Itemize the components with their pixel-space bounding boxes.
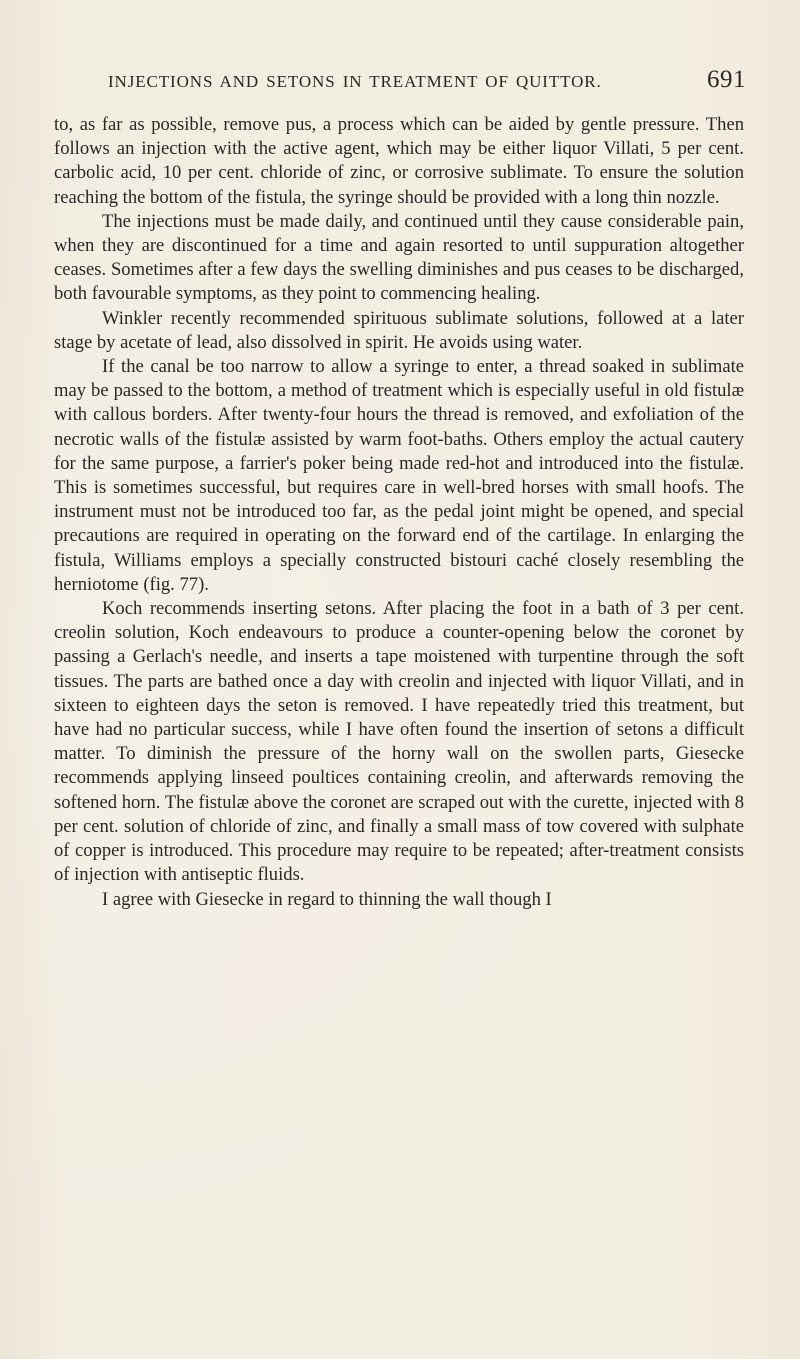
body-text	[54, 113, 744, 912]
paragraph-winkler: Winkler recently recommended spirituous sublimate solutions, followed at a later stage by acetate of lead, also dissolved in spirit. He avoids using water.	[54, 307, 744, 353]
paragraph-thread-method: If the canal be too narrow to allow a syringe to enter, a thread soaked in sublimate may be passed to the bottom, a method of treatment which is especially useful in old fistulæ with callous borders. After twenty-four hours the thread is removed, and exfoliation of the necrotic walls of the fistulæ assisted by warm foot-baths. Others employ the actual cautery for the same purpose, a farrier's poker being made red-hot and introduced into the fistulæ. This is sometimes successful, but requires care in well-bred horses with small hoofs. The instrument must not be introduced too far, as the pedal joint might be opened, and special precautions are required in operating on the forward end of the cartilage. In enlarging the fistula, Williams employs a specially constructed bistouri caché closely resembling the herniotome (fig. 77).	[54, 356, 744, 595]
paragraph-continued: to, as far as possible, remove pus, a process which can be aided by gentle pressure. Then follows an injection with the active agent, which may be either liquor Villati, 5 per cent. carbolic acid, 10 per cent. chloride of zinc, or corrosive sublimate. To ensure the solution reaching the bottom of the fistula, the syringe should be provided with a long thin nozzle.	[54, 114, 744, 208]
running-head: INJECTIONS AND SETONS IN TREATMENT OF QUITTOR.	[108, 72, 602, 91]
page-header	[54, 66, 746, 100]
paragraph-setons: Koch recommends inserting setons. After placing the foot in a bath of 3 per cent. creolin solution, Koch endeavours to produce a counter-opening below the coronet by passing a Gerlach's needle, and inserts a tape moistened with turpentine through the soft tissues. The parts are bathed once a day with creolin and injected with liquor Villati, and in sixteen to eighteen days the seton is removed. I have repeatedly tried this treatment, but have had no particular success, while I have often found the insertion of setons a difficult matter. To diminish the pressure of the horny wall on the swollen parts, Giesecke recommends applying linseed poultices containing creolin, and afterwards removing the softened horn. The fistulæ above the coronet are scraped out with the curette, injected with 8 per cent. solution of chloride of zinc, and finally a small mass of tow covered with sulphate of copper is introduced. This procedure may require to be repeated; after-treatment consists of injection with antiseptic fluids.	[54, 598, 744, 886]
page-number: 691	[707, 66, 746, 93]
paragraph-final-line: I agree with Giesecke in regard to thinning the wall though I	[102, 888, 552, 910]
paragraph-injections: The injections must be made daily, and continued until they cause considerable pain, when they are discontinued for a time and again resorted to until suppuration altogether ceases. Sometimes after a few days the swelling diminishes and pus ceases to be discharged, both favourable symptoms, as they point to commencing healing.	[54, 210, 744, 305]
